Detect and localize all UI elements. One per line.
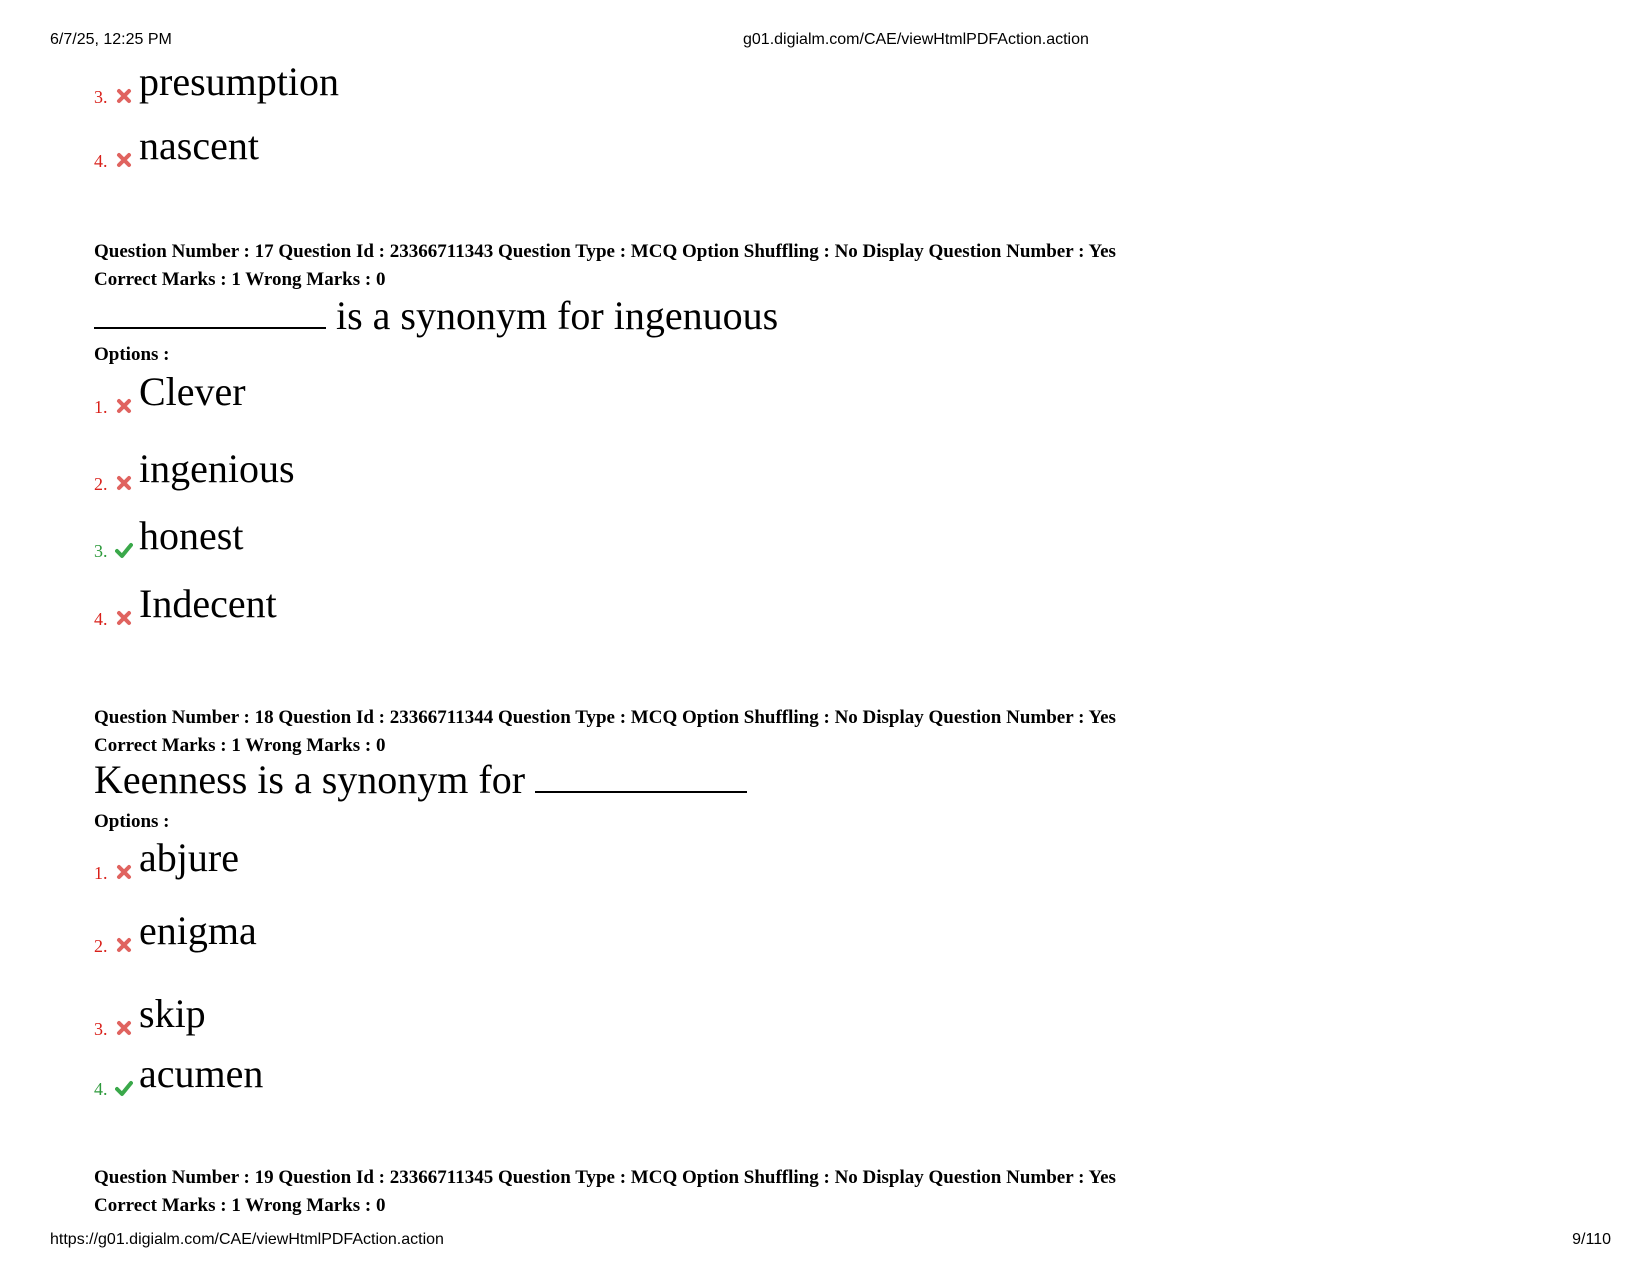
question-17-text xyxy=(94,293,779,338)
cross-icon xyxy=(115,1019,133,1037)
answer-blank xyxy=(94,297,326,329)
check-icon xyxy=(115,541,133,559)
cross-icon xyxy=(115,936,133,954)
cross-icon xyxy=(115,609,133,627)
option-text: Indecent xyxy=(139,581,277,626)
option-text: skip xyxy=(139,991,206,1036)
cross-icon xyxy=(115,87,133,105)
option-text: enigma xyxy=(139,908,257,953)
question-marks-line: Correct Marks : 1 Wrong Marks : 0 xyxy=(94,735,386,756)
option-number: 2. xyxy=(94,474,108,494)
question-18-text xyxy=(94,757,747,802)
option-number: 4. xyxy=(94,1079,108,1099)
question-18-meta xyxy=(94,704,1116,760)
question-meta-line: Question Number : 19 Question Id : 23366711345 Question Type : MCQ Option Shuffling : No Display Question Number : Yes xyxy=(94,1167,1116,1188)
question-19-meta xyxy=(94,1164,1116,1220)
cross-icon xyxy=(115,151,133,169)
question-18-stem: Keenness is a synonym for xyxy=(94,757,526,802)
option-text: abjure xyxy=(139,835,239,880)
page-number: 9/110 xyxy=(1572,1231,1611,1248)
print-footer-url: https://g01.digialm.com/CAE/viewHtmlPDFAction.action xyxy=(50,1231,444,1248)
answer-blank xyxy=(535,761,747,793)
option-text: acumen xyxy=(139,1051,264,1096)
option-number: 1. xyxy=(94,397,108,417)
cross-icon xyxy=(115,474,133,492)
question-marks-line: Correct Marks : 1 Wrong Marks : 0 xyxy=(94,269,386,290)
option-number: 1. xyxy=(94,863,108,883)
option-number: 3. xyxy=(94,87,108,107)
option-text: ingenious xyxy=(139,446,295,491)
option-number: 2. xyxy=(94,936,108,956)
cross-icon xyxy=(115,863,133,881)
option-number: 4. xyxy=(94,151,108,171)
check-icon xyxy=(115,1079,133,1097)
options-label: Options : xyxy=(94,811,170,832)
question-meta-line: Question Number : 18 Question Id : 23366711344 Question Type : MCQ Option Shuffling : No Display Question Number : Yes xyxy=(94,707,1116,728)
question-17-stem: is a synonym for ingenuous xyxy=(336,293,779,338)
print-datetime: 6/7/25, 12:25 PM xyxy=(50,31,172,48)
question-marks-line: Correct Marks : 1 Wrong Marks : 0 xyxy=(94,1195,386,1216)
cross-icon xyxy=(115,397,133,415)
option-number: 3. xyxy=(94,1019,108,1039)
options-label: Options : xyxy=(94,344,170,365)
option-number: 4. xyxy=(94,609,108,629)
question-17-meta xyxy=(94,238,1116,294)
option-text: presumption xyxy=(139,59,339,104)
option-text: nascent xyxy=(139,123,259,168)
question-meta-line: Question Number : 17 Question Id : 23366711343 Question Type : MCQ Option Shuffling : No Display Question Number : Yes xyxy=(94,241,1116,262)
option-number: 3. xyxy=(94,541,108,561)
print-header-url: g01.digialm.com/CAE/viewHtmlPDFAction.action xyxy=(743,31,1089,48)
option-text: Clever xyxy=(139,369,246,414)
option-text: honest xyxy=(139,513,244,558)
